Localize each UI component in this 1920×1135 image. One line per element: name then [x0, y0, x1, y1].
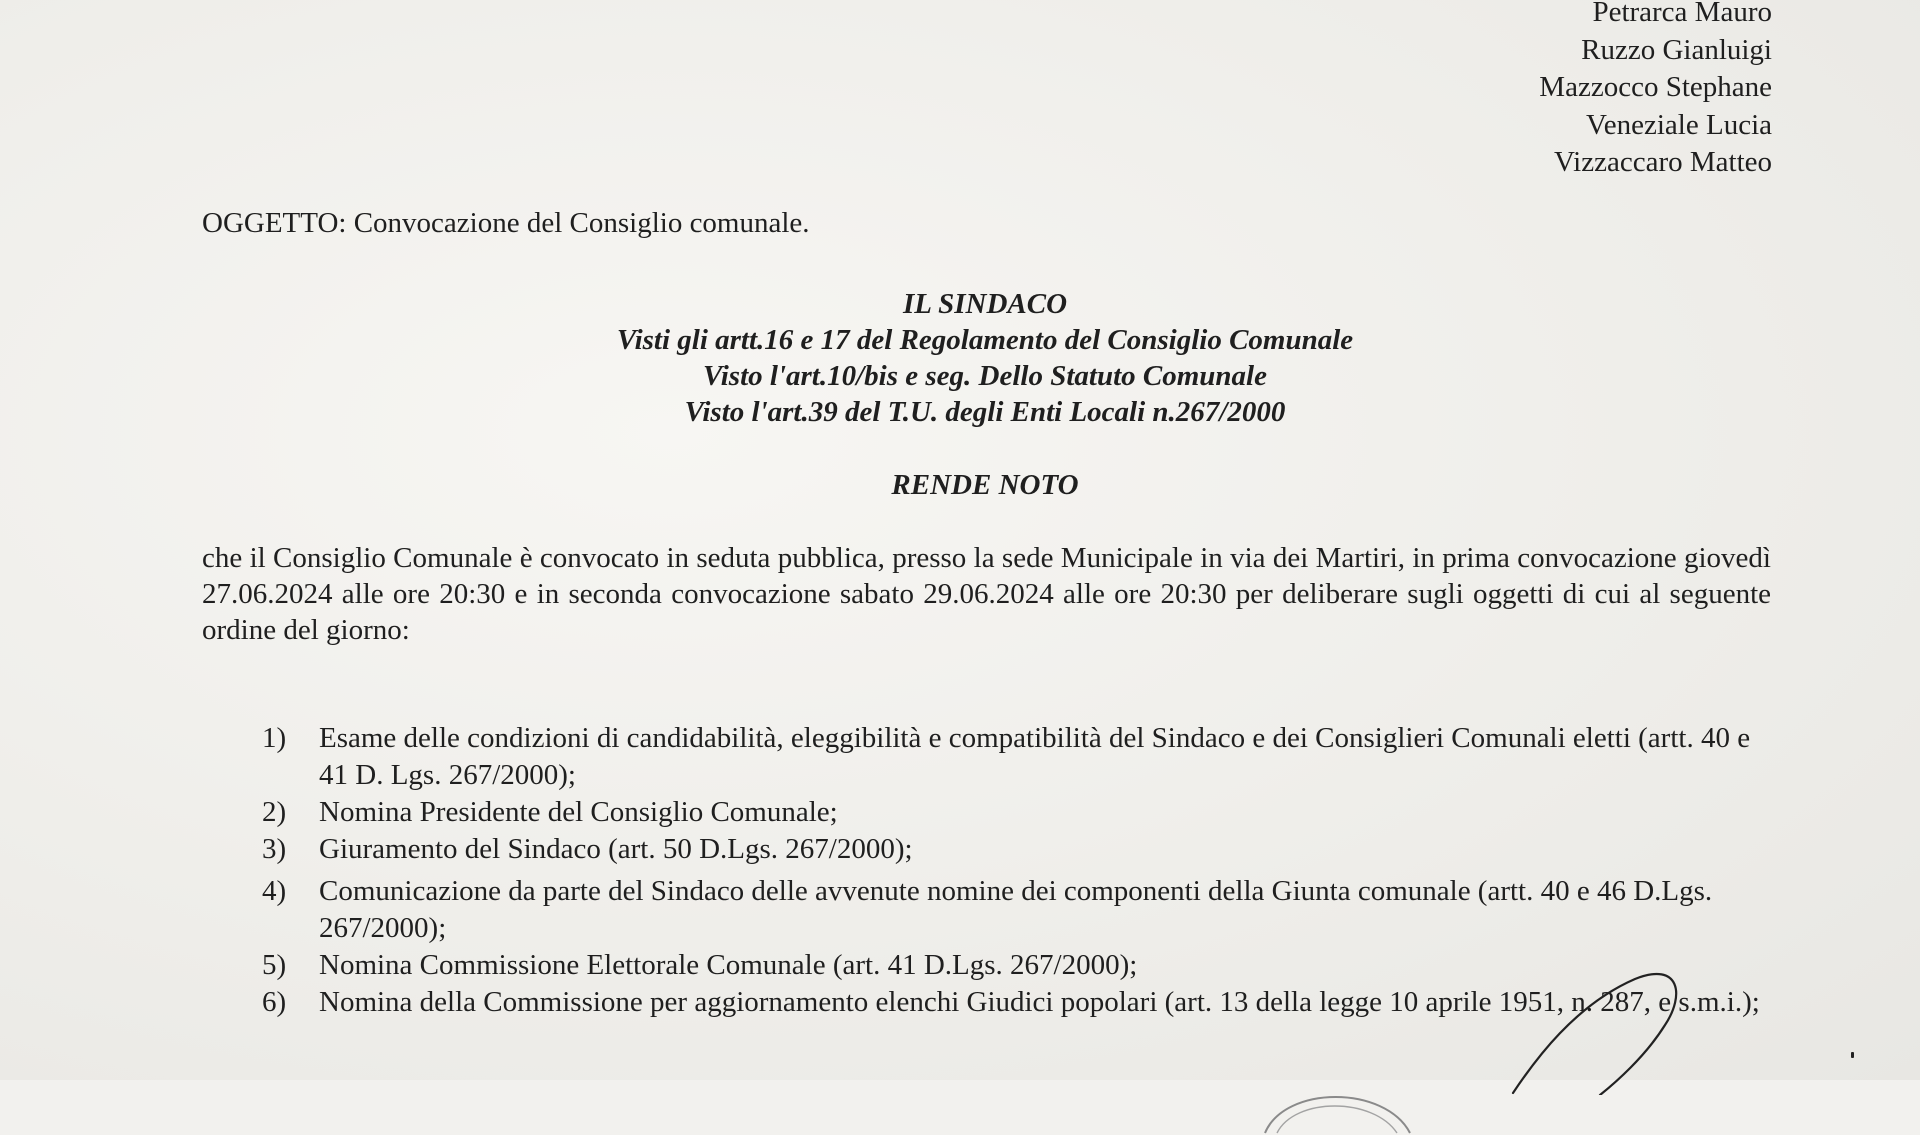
agenda-item — [262, 873, 1772, 947]
intro-paragraph: che il Consiglio Comunale è convocato in seduta pubblica, presso la sede Municipale in via dei Martiri, in prima convocazione giovedì 27.06.2024 alle ore 20:30 e in seconda convocazione sabato 29.06.2024 alle ore 20:30 per deliberare sugli oggetti di cui al seguente ordine del giorno: — [202, 542, 1771, 646]
recipient-name: Vizzaccaro Matteo — [1553, 146, 1772, 178]
recipient-name: Petrarca Mauro — [1592, 0, 1772, 28]
agenda-item — [262, 831, 1772, 868]
heading-title: IL SINDACO — [902, 288, 1068, 320]
subject-line: OGGETTO: Convocazione del Consiglio comunale. — [202, 207, 810, 239]
recipient-name: Ruzzo Gianluigi — [1581, 33, 1772, 66]
agenda-text: Giuramento del Sindaco (art. 50 D.Lgs. 267/2000); — [319, 833, 913, 865]
recipient-name: Veneziale Lucia — [1586, 108, 1772, 141]
rende-noto-heading: RENDE NOTO — [891, 469, 1079, 501]
recipients-list — [1539, 0, 1772, 182]
agenda-text: Nomina Commissione Elettorale Comunale (art. 41 D.Lgs. 267/2000); — [319, 949, 1138, 981]
agenda-text: Nomina Presidente del Consiglio Comunale; — [319, 796, 838, 828]
agenda-item — [262, 794, 1772, 831]
heading-line: Visti gli artt.16 e 17 del Regolamento del Consiglio Comunale — [616, 324, 1354, 356]
agenda-text: Esame delle condizioni di candidabilità, eleggibilità e compatibilità del Sindaco e dei Consiglieri Comunali eletti (artt. 40 e 41 D. Lgs. 267/2000); — [319, 722, 1751, 791]
heading-line: Visto l'art.10/bis e seg. Dello Statuto Comunale — [703, 360, 1267, 392]
agenda-number: 6) — [262, 986, 287, 1018]
agenda-text: Comunicazione da parte del Sindaco delle avvenute nomine dei componenti della Giunta comunale (artt. 40 e 46 D.Lgs. 267/2000); — [319, 875, 1713, 944]
agenda-number: 5) — [262, 949, 287, 981]
agenda-item — [262, 720, 1772, 794]
agenda-text: Nomina della Commissione per aggiornamento elenchi Giudici popolari (art. 13 della legge 10 aprile 1951, n. 287, e s.m.i.); — [319, 986, 1760, 1018]
agenda-number: 1) — [262, 722, 287, 754]
official-seal-stamp — [1245, 1055, 1425, 1135]
agenda-number: 3) — [262, 833, 287, 865]
agenda-number: 4) — [262, 875, 287, 907]
recipient-name: Mazzocco Stephane — [1539, 71, 1772, 103]
ink-speck — [1851, 1052, 1854, 1058]
handwritten-signature-mark — [1495, 965, 1725, 1095]
heading-line: Visto l'art.39 del T.U. degli Enti Locali n.267/2000 — [684, 396, 1286, 428]
mayor-heading — [0, 286, 1920, 430]
agenda-number: 2) — [262, 796, 287, 828]
